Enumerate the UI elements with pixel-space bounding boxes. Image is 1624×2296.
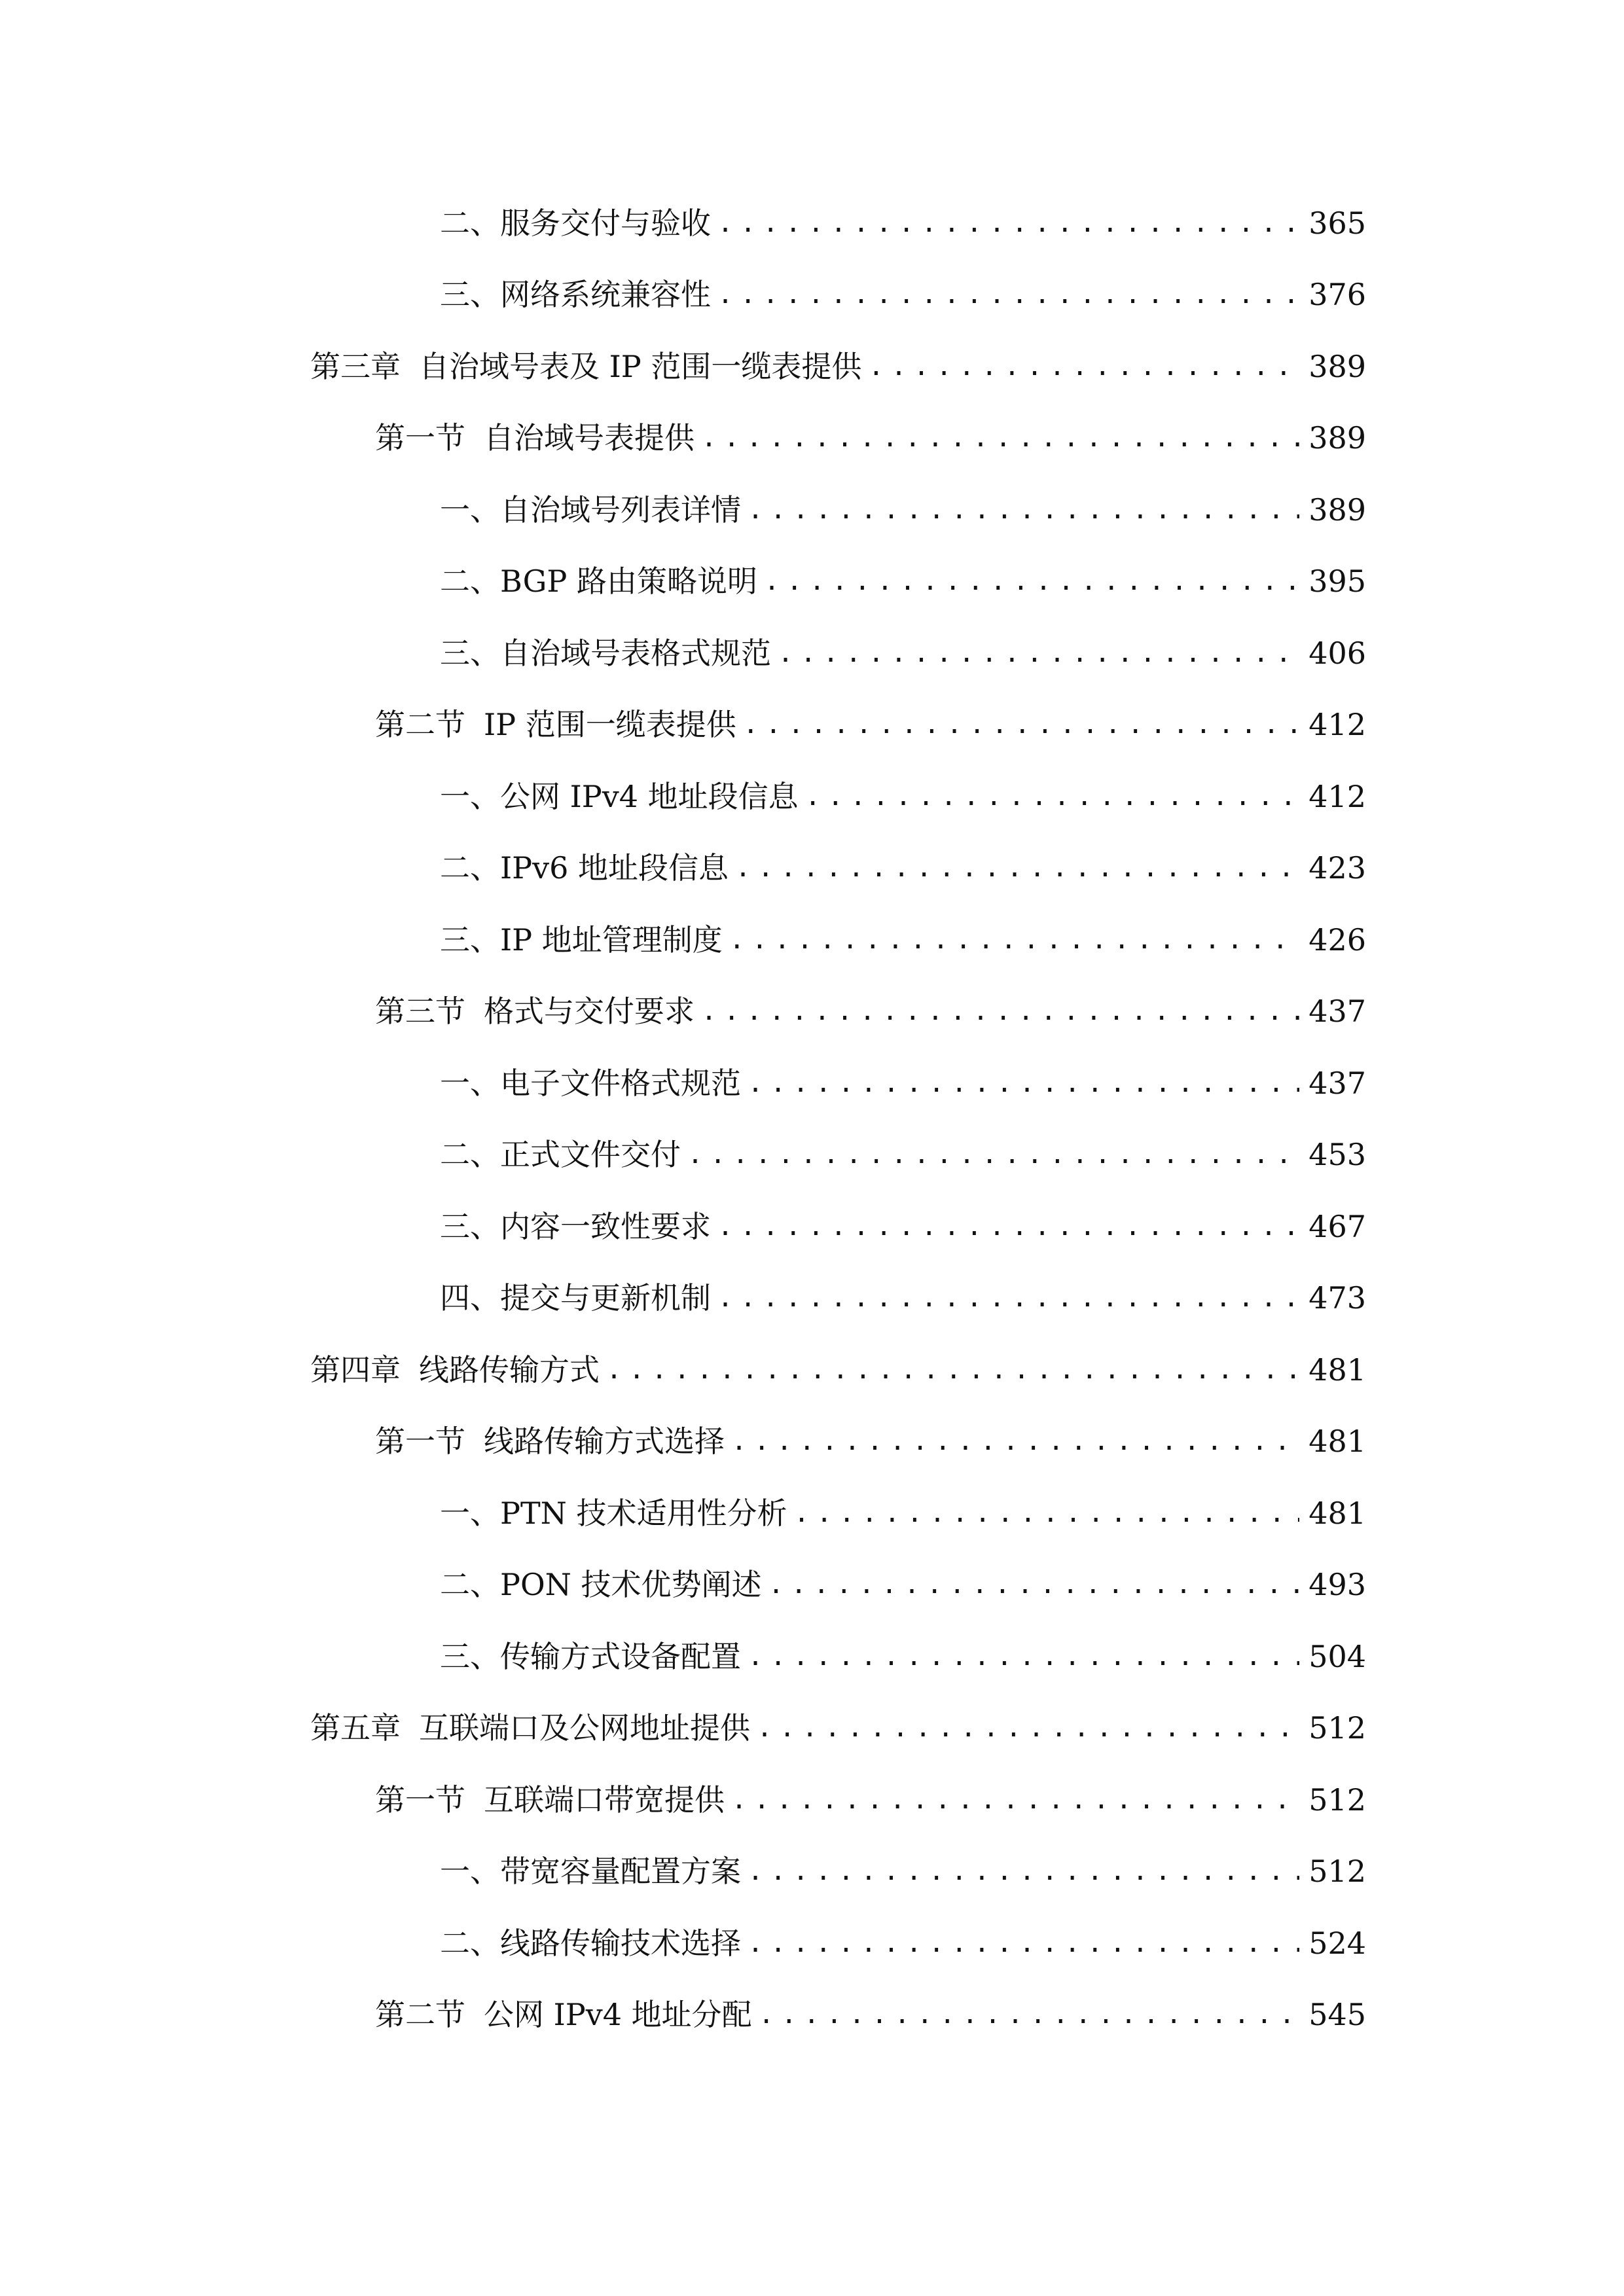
toc-entry-title: 网络系统兼容性 (500, 277, 711, 313)
toc-entry-number: 二、 (440, 1137, 500, 1173)
toc-entry-number: 第一节 (375, 1782, 465, 1818)
toc-entry-title: 带宽容量配置方案 (500, 1854, 741, 1890)
toc-entry[interactable] (0, 833, 1624, 905)
toc-entry[interactable] (0, 1263, 1624, 1335)
toc-entry[interactable] (0, 546, 1624, 618)
toc-entry[interactable] (0, 1764, 1624, 1836)
toc-entry-number: 一、 (440, 1495, 500, 1531)
dot-leader (717, 210, 1299, 236)
dot-leader (717, 281, 1299, 308)
toc-entry-number: 四、 (440, 1280, 500, 1316)
toc-entry[interactable] (0, 1979, 1624, 2051)
toc-entry-number: 二、 (440, 564, 500, 600)
toc-entry[interactable] (0, 1693, 1624, 1765)
toc-entry-number: 二、 (440, 1925, 500, 1961)
toc-entry-page-number: 437 (1308, 994, 1366, 1030)
toc-entry-page-number: 426 (1308, 922, 1366, 958)
toc-entry[interactable] (0, 976, 1624, 1048)
toc-entry-page-number: 481 (1308, 1495, 1366, 1531)
toc-entry[interactable] (0, 1191, 1624, 1263)
toc-entry-page-number: 545 (1308, 1997, 1366, 2033)
toc-entry-number: 第一节 (375, 1424, 465, 1460)
toc-entry[interactable] (0, 331, 1624, 403)
toc-entry-title: 格式与交付要求 (484, 994, 695, 1030)
dot-leader (717, 1213, 1299, 1240)
toc-entry-number: 二、 (440, 205, 500, 241)
toc-entry-title: 自治域号表提供 (484, 420, 695, 456)
toc-entry-number: 第一节 (375, 420, 465, 456)
toc-entry-number: 一、 (440, 1065, 500, 1101)
toc-entry[interactable] (0, 1047, 1624, 1119)
toc-entry-title: 自治域号表格式规范 (500, 635, 771, 671)
toc-entry[interactable] (0, 1836, 1624, 1908)
toc-entry-page-number: 512 (1308, 1854, 1366, 1890)
toc-entry-page-number: 467 (1308, 1208, 1366, 1244)
toc-entry-page-number: 406 (1308, 635, 1366, 671)
dot-leader (731, 1428, 1299, 1454)
toc-entry[interactable] (0, 1621, 1624, 1693)
toc-entry-page-number: 389 (1308, 420, 1366, 456)
table-of-contents (0, 187, 1624, 2051)
toc-entry-page-number: 412 (1308, 707, 1366, 743)
toc-entry-title: 服务交付与验收 (500, 205, 711, 241)
dot-leader (701, 425, 1299, 451)
toc-entry[interactable] (0, 403, 1624, 475)
dot-leader (759, 2001, 1300, 2028)
toc-entry-number: 二、 (440, 850, 500, 886)
toc-entry[interactable] (0, 187, 1624, 259)
toc-entry-page-number: 437 (1308, 1065, 1366, 1101)
toc-entry[interactable] (0, 1119, 1624, 1191)
dot-leader (868, 353, 1299, 380)
toc-entry-title: IP 地址管理制度 (500, 922, 723, 958)
toc-entry-page-number: 481 (1308, 1352, 1366, 1388)
toc-entry-page-number: 389 (1308, 492, 1366, 528)
toc-entry-page-number: 512 (1308, 1782, 1366, 1818)
dot-leader (794, 1500, 1300, 1526)
toc-entry-title: 传输方式设备配置 (500, 1638, 741, 1674)
toc-entry-page-number: 524 (1308, 1925, 1366, 1961)
toc-entry-title: 线路传输方式选择 (484, 1424, 725, 1460)
toc-entry-title: 电子文件格式规范 (500, 1065, 741, 1101)
dot-leader (748, 1930, 1299, 1956)
toc-entry[interactable] (0, 259, 1624, 331)
dot-leader (778, 640, 1299, 666)
toc-entry-page-number: 395 (1308, 564, 1366, 600)
dot-leader (687, 1141, 1299, 1168)
dot-leader (764, 568, 1299, 594)
toc-entry-number: 一、 (440, 1854, 500, 1890)
toc-entry-title: 公网 IPv4 地址分配 (484, 1997, 752, 2033)
toc-entry[interactable] (0, 1477, 1624, 1549)
toc-entry[interactable] (0, 1549, 1624, 1621)
toc-entry-title: 互联端口带宽提供 (484, 1782, 725, 1818)
toc-entry-title: IPv6 地址段信息 (500, 850, 729, 886)
toc-entry-title: PON 技术优势阐述 (500, 1567, 762, 1603)
toc-entry-number: 三、 (440, 922, 500, 958)
dot-leader (606, 1357, 1299, 1383)
dot-leader (757, 1715, 1299, 1741)
dot-leader (729, 927, 1299, 953)
toc-entry-number: 三、 (440, 635, 500, 671)
toc-entry-number: 一、 (440, 778, 500, 814)
toc-entry-title: 公网 IPv4 地址段信息 (500, 778, 799, 814)
toc-entry-title: 互联端口及公网地址提供 (419, 1710, 750, 1746)
toc-entry[interactable] (0, 474, 1624, 546)
toc-entry[interactable] (0, 761, 1624, 833)
toc-entry-number: 第五章 (310, 1710, 401, 1746)
dot-leader (748, 1858, 1299, 1884)
toc-entry[interactable] (0, 689, 1624, 761)
toc-entry-page-number: 365 (1308, 205, 1366, 241)
toc-entry-title: BGP 路由策略说明 (500, 564, 757, 600)
toc-entry-number: 二、 (440, 1567, 500, 1603)
dot-leader (748, 1643, 1299, 1670)
toc-entry-title: 内容一致性要求 (500, 1208, 711, 1244)
dot-leader (717, 1285, 1299, 1311)
dot-leader (768, 1571, 1300, 1598)
toc-entry[interactable] (0, 1334, 1624, 1406)
toc-entry[interactable] (0, 1907, 1624, 1979)
toc-entry-number: 第四章 (310, 1352, 401, 1388)
toc-entry-title: 提交与更新机制 (500, 1280, 711, 1316)
toc-entry-page-number: 389 (1308, 348, 1366, 384)
toc-entry-page-number: 493 (1308, 1567, 1366, 1603)
toc-entry-page-number: 504 (1308, 1638, 1366, 1674)
toc-entry-number: 第二节 (375, 1997, 465, 2033)
toc-entry-page-number: 512 (1308, 1710, 1366, 1746)
dot-leader (748, 497, 1299, 523)
toc-entry-title: 自治域号表及 IP 范围一缆表提供 (419, 348, 862, 384)
toc-entry-page-number: 473 (1308, 1280, 1366, 1316)
toc-entry[interactable] (0, 904, 1624, 976)
toc-entry-title: 正式文件交付 (500, 1137, 681, 1173)
toc-entry-number: 一、 (440, 492, 500, 528)
dot-leader (731, 1787, 1299, 1813)
dot-leader (701, 998, 1299, 1024)
toc-entry-title: IP 范围一缆表提供 (484, 707, 736, 743)
toc-entry-page-number: 481 (1308, 1424, 1366, 1460)
toc-entry[interactable] (0, 617, 1624, 689)
toc-entry-page-number: 423 (1308, 850, 1366, 886)
toc-entry-title: 线路传输方式 (419, 1352, 600, 1388)
toc-entry-number: 第三节 (375, 994, 465, 1030)
dot-leader (743, 711, 1299, 738)
toc-entry-page-number: 453 (1308, 1137, 1366, 1173)
dot-leader (805, 783, 1300, 810)
toc-entry-page-number: 412 (1308, 778, 1366, 814)
toc-entry-number: 第二节 (375, 707, 465, 743)
toc-entry-page-number: 376 (1308, 277, 1366, 313)
toc-entry-title: 自治域号列表详情 (500, 492, 741, 528)
toc-entry-number: 三、 (440, 1208, 500, 1244)
toc-entry-number: 第三章 (310, 348, 401, 384)
toc-entry-number: 三、 (440, 1638, 500, 1674)
dot-leader (748, 1070, 1299, 1096)
toc-entry[interactable] (0, 1406, 1624, 1478)
toc-entry-number: 三、 (440, 277, 500, 313)
toc-entry-title: PTN 技术适用性分析 (500, 1495, 787, 1531)
dot-leader (735, 855, 1299, 881)
toc-entry-title: 线路传输技术选择 (500, 1925, 741, 1961)
